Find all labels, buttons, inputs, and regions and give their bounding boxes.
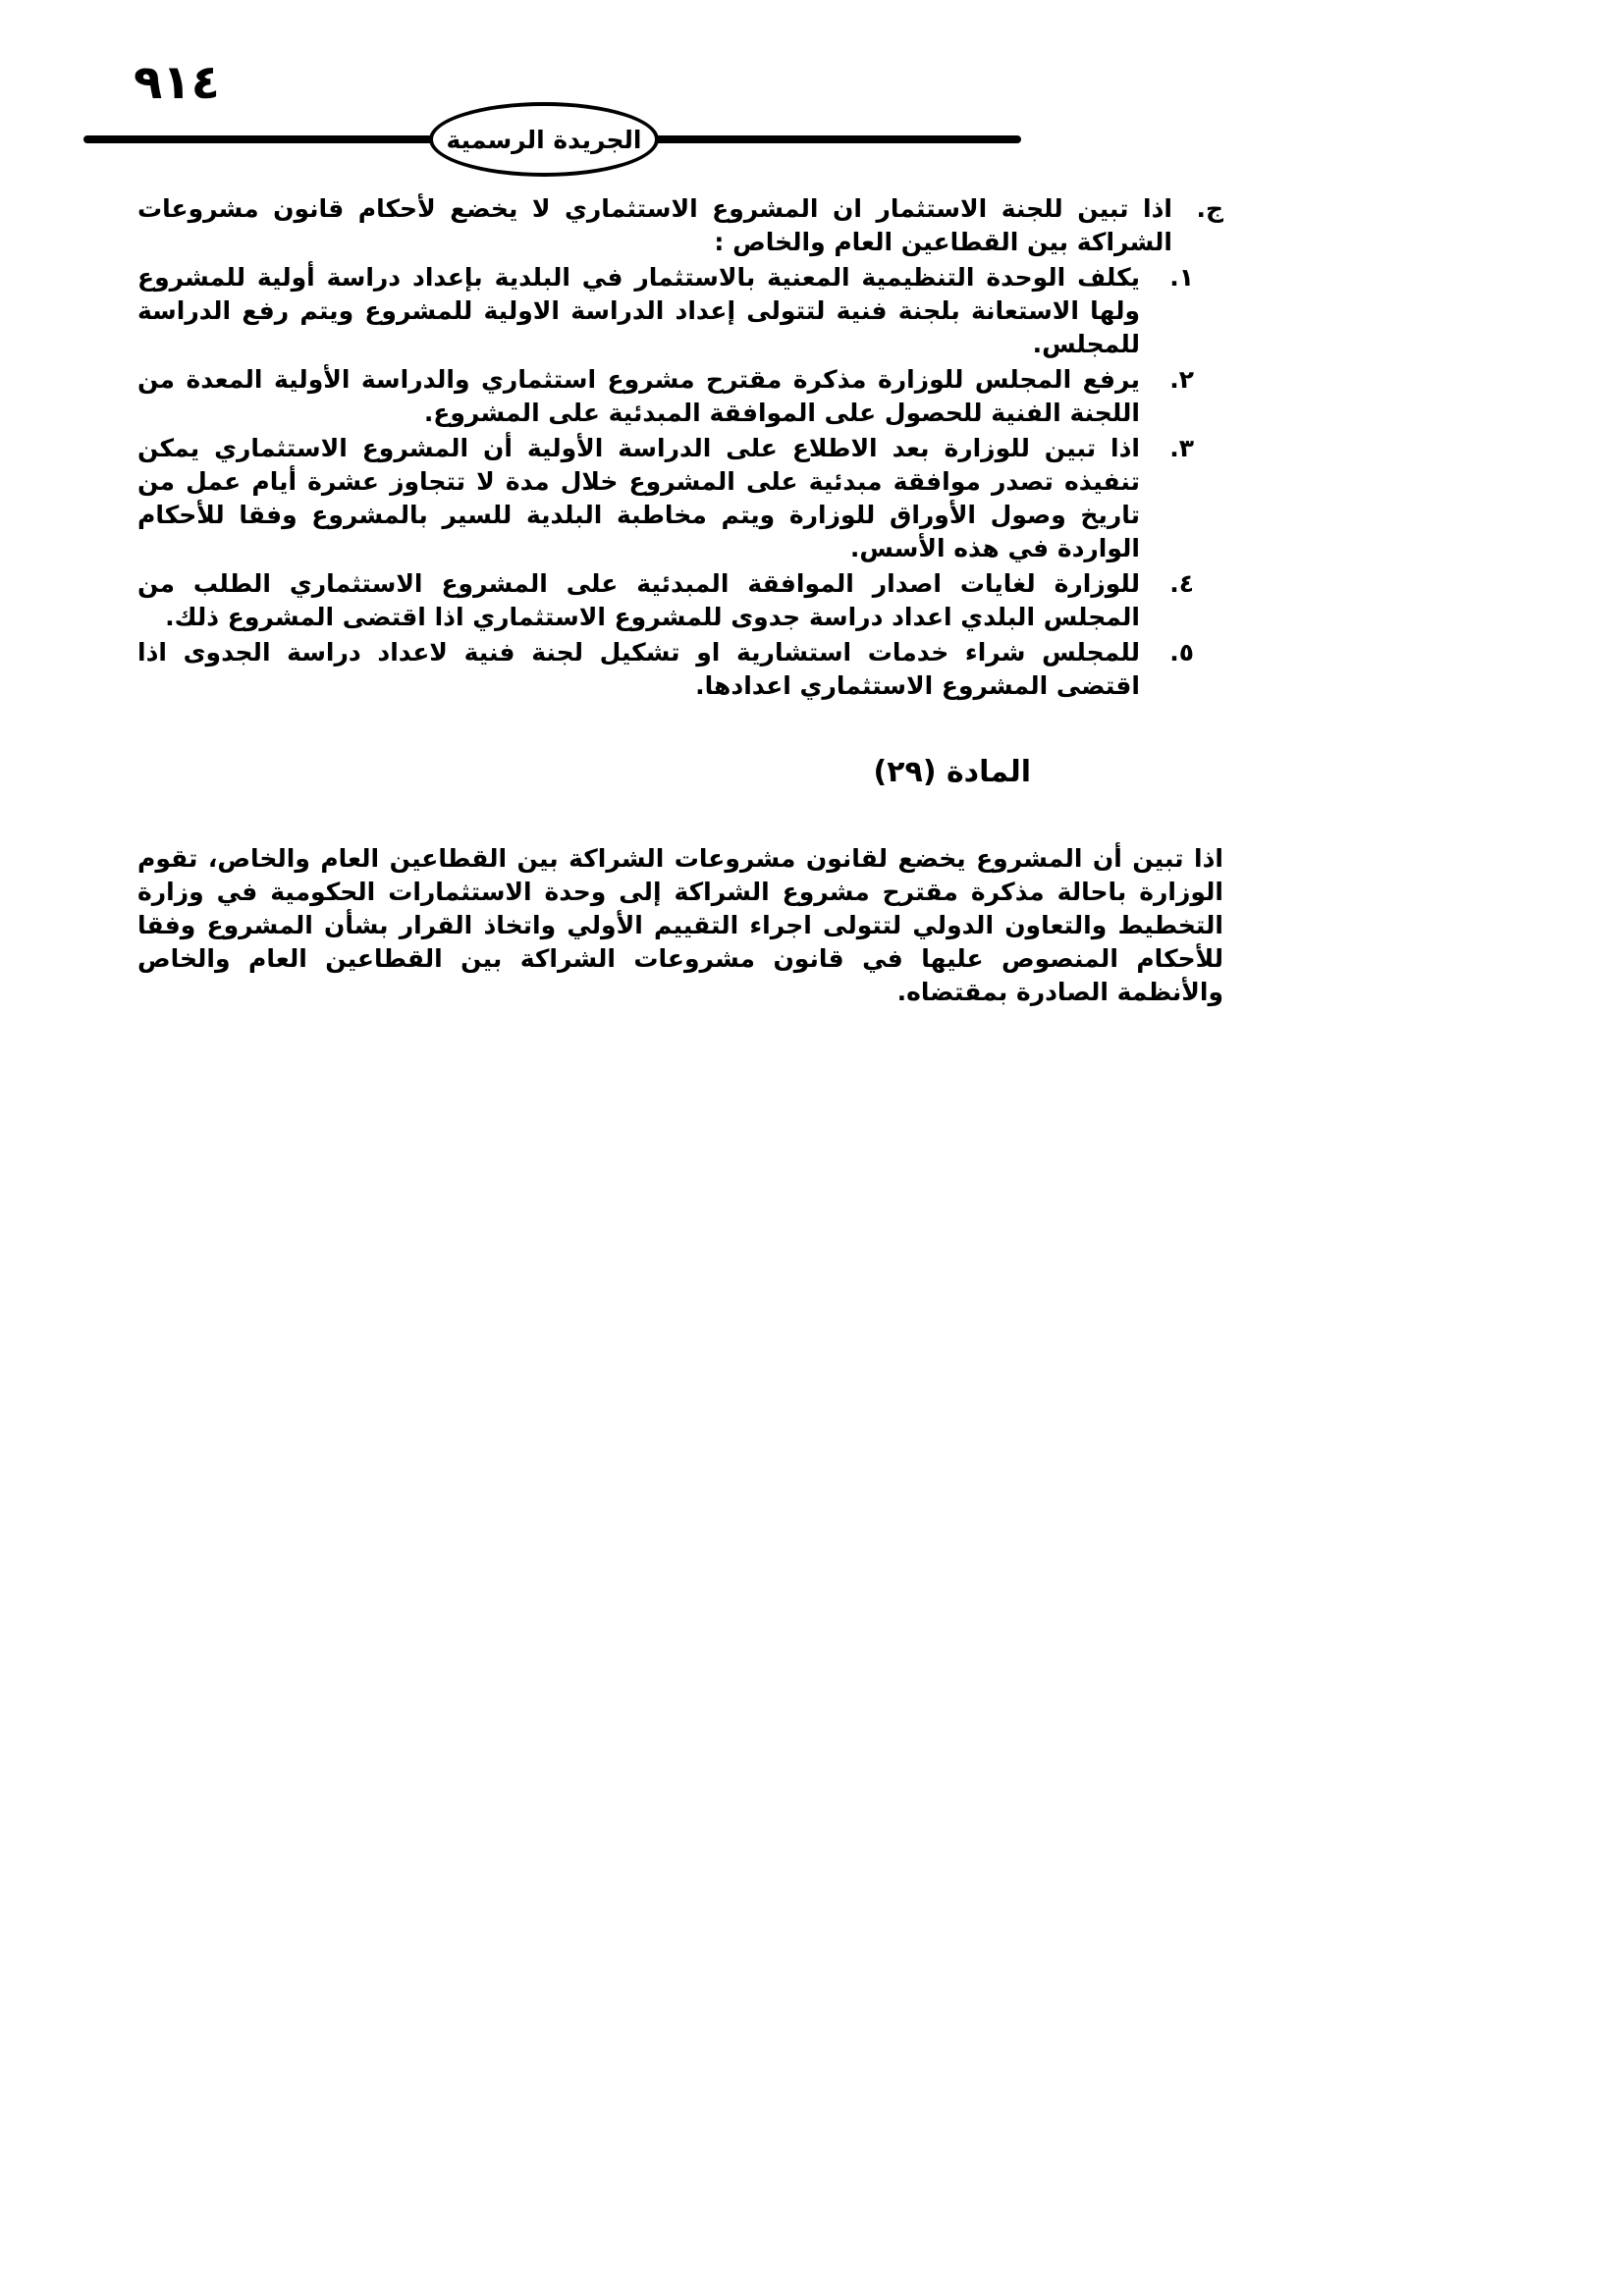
clause-j-label: ج. bbox=[1196, 194, 1223, 223]
item-number: ٣. bbox=[1169, 434, 1194, 462]
item-number: ١. bbox=[1169, 263, 1194, 292]
article-heading: المادة (٢٩) bbox=[873, 755, 1031, 789]
item-text: للمجلس شراء خدمات استشارية او تشكيل لجنة فنية لاعداد دراسة الجدوى اذا اقتضى المشروع الاستثماري اعدادها. bbox=[137, 638, 1140, 700]
header-rule bbox=[83, 102, 1021, 177]
item-number: ٢. bbox=[1169, 365, 1194, 394]
item-text: يرفع المجلس للوزارة مذكرة مقترح مشروع استثماري والدراسة الأولية المعدة من اللجنة الفنية للحصول على الموافقة المبدئية على المشروع. bbox=[137, 365, 1140, 427]
page-number: ٩١٤ bbox=[134, 55, 220, 110]
list-item bbox=[137, 261, 1223, 361]
item-number: ٤. bbox=[1169, 569, 1194, 598]
article-paragraph: اذا تبين أن المشروع يخضع لقانون مشروعات الشراكة بين القطاعين العام والخاص، تقوم الوزارة باحالة مذكرة مقترح مشروع الشراكة إلى وحدة الاستثمارات الحكومية في وزارة التخطيط والتعاون الدولي لتتولى اجراء التقييم الأولي واتخاذ القرار بشأن المشروع وفقا للأحكام المنصوص عليها في قانون مشروعات الشراكة بين القطاعين العام والخاص والأنظمة الصادرة بمقتضاه. bbox=[137, 844, 1223, 1006]
clause-j-text: اذا تبين للجنة الاستثمار ان المشروع الاستثماري لا يخضع لأحكام قانون مشروعات الشراكة بين القطاعين العام والخاص : bbox=[137, 194, 1172, 256]
list-item bbox=[137, 636, 1223, 703]
gazette-title-badge bbox=[429, 102, 659, 177]
list-item bbox=[137, 432, 1223, 565]
clause-j bbox=[137, 192, 1223, 259]
document-body bbox=[137, 192, 1223, 1009]
item-number: ٥. bbox=[1169, 638, 1194, 667]
item-text: للوزارة لغايات اصدار الموافقة المبدئية على المشروع الاستثماري الطلب من المجلس البلدي اعداد دراسة جدوى للمشروع الاستثماري اذا اقتضى المشروع ذلك. bbox=[137, 569, 1140, 631]
list-item bbox=[137, 567, 1223, 634]
item-text: يكلف الوحدة التنظيمية المعنية بالاستثمار في البلدية بإعداد دراسة أولية للمشروع ولها الاستعانة بلجنة فنية لتتولى إعداد الدراسة الاولية للمشروع ويتم رفع الدراسة للمجلس. bbox=[137, 263, 1140, 358]
list-item bbox=[137, 363, 1223, 430]
item-text: اذا تبين للوزارة بعد الاطلاع على الدراسة الأولية أن المشروع الاستثماري يمكن تنفيذه تصدر موافقة مبدئية على المشروع خلال مدة لا تتجاوز عشرة أيام عمل من تاريخ وصول الأوراق للوزارة ويتم مخاطبة البلدية للسير بالمشروع وفقا للأحكام الواردة في هذه الأسس. bbox=[137, 434, 1140, 562]
gazette-title: الجريدة الرسمية bbox=[446, 125, 642, 154]
